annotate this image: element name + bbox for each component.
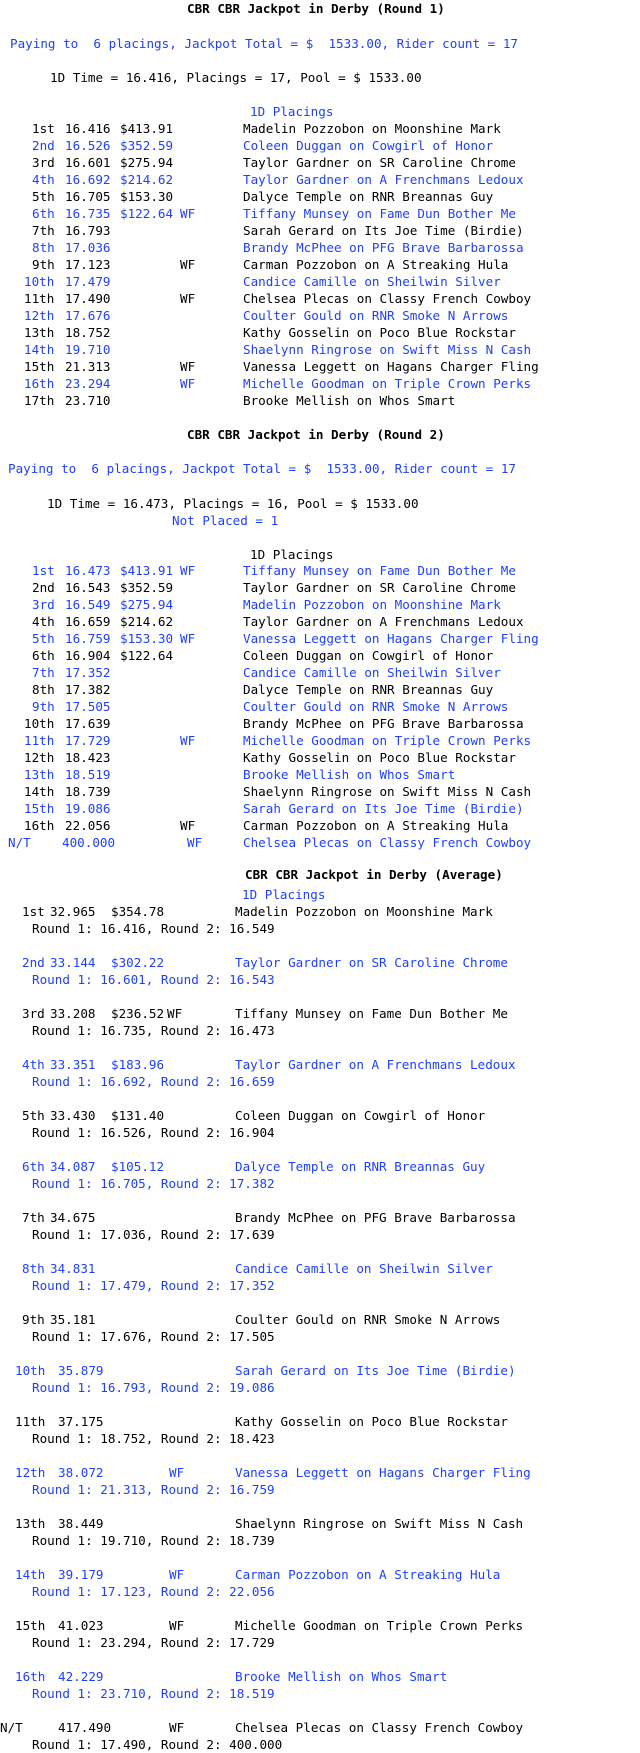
avg-wf-flag: WF — [169, 1465, 185, 1480]
prize-amount: $122.64 — [120, 206, 174, 221]
placing-rank: N/T — [8, 835, 31, 850]
prize-amount: $352.59 — [120, 138, 174, 153]
placing-rank: 6th — [32, 206, 55, 221]
avg-total-time: 39.179 — [58, 1567, 104, 1582]
rider-horse: Coleen Duggan on Cowgirl of Honor — [243, 648, 494, 663]
wf-flag: WF — [187, 835, 203, 850]
rider-horse: Dalyce Temple on RNR Breannas Guy — [243, 189, 494, 204]
rider-horse: Kathy Gosselin on Poco Blue Rockstar — [243, 325, 516, 340]
avg-rider-horse: Chelsea Plecas on Classy French Cowboy — [235, 1720, 524, 1735]
avg-placing-rank: 5th — [22, 1108, 45, 1123]
avg-prize-amount: $131.40 — [111, 1108, 165, 1123]
avg-total-time: 38.449 — [58, 1516, 104, 1531]
placing-rank: 2nd — [32, 580, 55, 595]
placing-rank: 3rd — [32, 155, 55, 170]
prize-amount: $153.30 — [120, 631, 174, 646]
avg-rider-horse: Candice Camille on Sheilwin Silver — [235, 1261, 493, 1276]
run-time: 18.752 — [65, 325, 111, 340]
rider-horse: Taylor Gardner on SR Caroline Chrome — [243, 580, 516, 595]
rider-horse: Madelin Pozzobon on Moonshine Mark — [243, 597, 501, 612]
placing-rank: 4th — [32, 614, 55, 629]
round1-title: CBR CBR Jackpot in Derby (Round 1) — [187, 1, 445, 16]
wf-flag: WF — [180, 563, 196, 578]
rider-horse: Candice Camille on Sheilwin Silver — [243, 274, 501, 289]
avg-total-time: 37.175 — [58, 1414, 104, 1429]
wf-flag: WF — [180, 291, 196, 306]
placing-rank: 14th — [24, 342, 55, 357]
rider-horse: Taylor Gardner on SR Caroline Chrome — [243, 155, 516, 170]
rider-horse: Chelsea Plecas on Classy French Cowboy — [243, 291, 532, 306]
avg-rider-horse: Taylor Gardner on A Frenchmans Ledoux — [235, 1057, 516, 1072]
placing-rank: 12th — [24, 750, 55, 765]
rider-horse: Vanessa Leggett on Hagans Charger Fling — [243, 631, 539, 646]
run-time: 17.036 — [65, 240, 111, 255]
run-time: 17.123 — [65, 257, 111, 272]
avg-rider-horse: Coleen Duggan on Cowgirl of Honor — [235, 1108, 486, 1123]
placing-rank: 10th — [24, 274, 55, 289]
rider-horse: Vanessa Leggett on Hagans Charger Fling — [243, 359, 539, 374]
run-time: 17.729 — [65, 733, 111, 748]
avg-total-time: 32.965 — [50, 904, 96, 919]
run-time: 16.705 — [65, 189, 111, 204]
avg-round-times: Round 1: 19.710, Round 2: 18.739 — [32, 1533, 275, 1548]
avg-placing-rank: 6th — [22, 1159, 45, 1174]
avg-placing-rank: 13th — [15, 1516, 46, 1531]
run-time: 16.759 — [65, 631, 111, 646]
avg-rider-horse: Madelin Pozzobon on Moonshine Mark — [235, 904, 493, 919]
avg-round-times: Round 1: 17.036, Round 2: 17.639 — [32, 1227, 275, 1242]
prize-amount: $413.91 — [120, 121, 174, 136]
placing-rank: 17th — [24, 393, 55, 408]
avg-placing-rank: 11th — [15, 1414, 46, 1429]
avg-round-times: Round 1: 16.526, Round 2: 16.904 — [32, 1125, 275, 1140]
run-time: 17.490 — [65, 291, 111, 306]
avg-total-time: 35.879 — [58, 1363, 104, 1378]
avg-wf-flag: WF — [167, 1006, 183, 1021]
placing-rank: 3rd — [32, 597, 55, 612]
avg-rider-horse: Brooke Mellish on Whos Smart — [235, 1669, 448, 1684]
avg-wf-flag: WF — [169, 1618, 185, 1633]
run-time: 400.000 — [62, 835, 116, 850]
run-time: 22.056 — [65, 818, 111, 833]
rider-horse: Brandy McPhee on PFG Brave Barbarossa — [243, 240, 524, 255]
prize-amount: $214.62 — [120, 614, 174, 629]
rider-horse: Michelle Goodman on Triple Crown Perks — [243, 733, 532, 748]
avg-round-times: Round 1: 16.692, Round 2: 16.659 — [32, 1074, 275, 1089]
avg-placing-rank: 9th — [22, 1312, 45, 1327]
avg-placing-rank: 1st — [22, 904, 45, 919]
round2-info-line: 1D Time = 16.473, Placings = 16, Pool = $ 1533.00 — [47, 496, 419, 511]
avg-total-time: 33.144 — [50, 955, 96, 970]
run-time: 16.692 — [65, 172, 111, 187]
run-time: 16.543 — [65, 580, 111, 595]
wf-flag: WF — [180, 376, 196, 391]
avg-placing-rank: 7th — [22, 1210, 45, 1225]
run-time: 17.505 — [65, 699, 111, 714]
avg-placing-rank: 12th — [15, 1465, 46, 1480]
average-title: CBR CBR Jackpot in Derby (Average) — [245, 867, 503, 882]
avg-wf-flag: WF — [169, 1567, 185, 1582]
placing-rank: 7th — [32, 223, 55, 238]
prize-amount: $352.59 — [120, 580, 174, 595]
run-time: 16.549 — [65, 597, 111, 612]
avg-rider-horse: Vanessa Leggett on Hagans Charger Fling — [235, 1465, 531, 1480]
rider-horse: Candice Camille on Sheilwin Silver — [243, 665, 501, 680]
run-time: 17.479 — [65, 274, 111, 289]
run-time: 19.710 — [65, 342, 111, 357]
placing-rank: 14th — [24, 784, 55, 799]
run-time: 17.382 — [65, 682, 111, 697]
run-time: 17.639 — [65, 716, 111, 731]
placing-rank: 11th — [24, 733, 55, 748]
placing-rank: 8th — [32, 240, 55, 255]
wf-flag: WF — [180, 818, 196, 833]
avg-total-time: 34.831 — [50, 1261, 96, 1276]
run-time: 17.676 — [65, 308, 111, 323]
avg-round-times: Round 1: 23.710, Round 2: 18.519 — [32, 1686, 275, 1701]
avg-prize-amount: $354.78 — [111, 904, 165, 919]
run-time: 23.710 — [65, 393, 111, 408]
run-time: 16.526 — [65, 138, 111, 153]
avg-round-times: Round 1: 16.416, Round 2: 16.549 — [32, 921, 275, 936]
avg-placing-rank: 8th — [22, 1261, 45, 1276]
wf-flag: WF — [180, 206, 196, 221]
placing-rank: 13th — [24, 325, 55, 340]
round1-placings-header: 1D Placings — [250, 104, 334, 119]
avg-placing-rank: 16th — [15, 1669, 46, 1684]
rider-horse: Sarah Gerard on Its Joe Time (Birdie) — [243, 223, 524, 238]
run-time: 23.294 — [65, 376, 111, 391]
avg-round-times: Round 1: 17.123, Round 2: 22.056 — [32, 1584, 275, 1599]
round1-info-line: 1D Time = 16.416, Placings = 17, Pool = $ 1533.00 — [50, 70, 422, 85]
prize-amount: $275.94 — [120, 597, 174, 612]
avg-round-times: Round 1: 17.676, Round 2: 17.505 — [32, 1329, 275, 1344]
avg-round-times: Round 1: 21.313, Round 2: 16.759 — [32, 1482, 275, 1497]
placing-rank: 8th — [32, 682, 55, 697]
avg-rider-horse: Brandy McPhee on PFG Brave Barbarossa — [235, 1210, 516, 1225]
round2-not-placed: Not Placed = 1 — [172, 513, 279, 528]
prize-amount: $413.91 — [120, 563, 174, 578]
run-time: 18.519 — [65, 767, 111, 782]
avg-rider-horse: Coulter Gould on RNR Smoke N Arrows — [235, 1312, 501, 1327]
run-time: 18.423 — [65, 750, 111, 765]
placing-rank: 16th — [24, 376, 55, 391]
avg-placing-rank: 14th — [15, 1567, 46, 1582]
rider-horse: Chelsea Plecas on Classy French Cowboy — [243, 835, 532, 850]
run-time: 16.904 — [65, 648, 111, 663]
placing-rank: 16th — [24, 818, 55, 833]
run-time: 16.793 — [65, 223, 111, 238]
avg-round-times: Round 1: 16.793, Round 2: 19.086 — [32, 1380, 275, 1395]
avg-round-times: Round 1: 18.752, Round 2: 18.423 — [32, 1431, 275, 1446]
placing-rank: 9th — [32, 257, 55, 272]
run-time: 16.473 — [65, 563, 111, 578]
placing-rank: 15th — [24, 801, 55, 816]
rider-horse: Tiffany Munsey on Fame Dun Bother Me — [243, 563, 516, 578]
run-time: 21.313 — [65, 359, 111, 374]
placing-rank: 7th — [32, 665, 55, 680]
avg-total-time: 33.351 — [50, 1057, 96, 1072]
placing-rank: 5th — [32, 631, 55, 646]
avg-rider-horse: Carman Pozzobon on A Streaking Hula — [235, 1567, 501, 1582]
avg-rider-horse: Tiffany Munsey on Fame Dun Bother Me — [235, 1006, 508, 1021]
round2-title: CBR CBR Jackpot in Derby (Round 2) — [187, 427, 445, 442]
rider-horse: Kathy Gosselin on Poco Blue Rockstar — [243, 750, 516, 765]
rider-horse: Dalyce Temple on RNR Breannas Guy — [243, 682, 494, 697]
avg-prize-amount: $105.12 — [111, 1159, 165, 1174]
rider-horse: Sarah Gerard on Its Joe Time (Birdie) — [243, 801, 524, 816]
rider-horse: Brandy McPhee on PFG Brave Barbarossa — [243, 716, 524, 731]
avg-placing-rank: N/T — [0, 1720, 23, 1735]
avg-placing-rank: 4th — [22, 1057, 45, 1072]
avg-placing-rank: 10th — [15, 1363, 46, 1378]
placing-rank: 11th — [24, 291, 55, 306]
avg-rider-horse: Shaelynn Ringrose on Swift Miss N Cash — [235, 1516, 524, 1531]
avg-rider-horse: Sarah Gerard on Its Joe Time (Birdie) — [235, 1363, 516, 1378]
avg-total-time: 417.490 — [58, 1720, 112, 1735]
placing-rank: 1st — [32, 563, 55, 578]
placing-rank: 12th — [24, 308, 55, 323]
rider-horse: Taylor Gardner on A Frenchmans Ledoux — [243, 614, 524, 629]
avg-total-time: 34.087 — [50, 1159, 96, 1174]
run-time: 16.416 — [65, 121, 111, 136]
rider-horse: Coleen Duggan on Cowgirl of Honor — [243, 138, 494, 153]
rider-horse: Carman Pozzobon on A Streaking Hula — [243, 257, 509, 272]
avg-total-time: 38.072 — [58, 1465, 104, 1480]
avg-prize-amount: $236.52 — [111, 1006, 165, 1021]
rider-horse: Taylor Gardner on A Frenchmans Ledoux — [243, 172, 524, 187]
avg-rider-horse: Michelle Goodman on Triple Crown Perks — [235, 1618, 524, 1633]
rider-horse: Tiffany Munsey on Fame Dun Bother Me — [243, 206, 516, 221]
avg-prize-amount: $183.96 — [111, 1057, 165, 1072]
placing-rank: 4th — [32, 172, 55, 187]
wf-flag: WF — [180, 733, 196, 748]
placing-rank: 5th — [32, 189, 55, 204]
rider-horse: Brooke Mellish on Whos Smart — [243, 767, 456, 782]
avg-rider-horse: Kathy Gosselin on Poco Blue Rockstar — [235, 1414, 508, 1429]
placing-rank: 6th — [32, 648, 55, 663]
rider-horse: Carman Pozzobon on A Streaking Hula — [243, 818, 509, 833]
avg-total-time: 33.208 — [50, 1006, 96, 1021]
rider-horse: Shaelynn Ringrose on Swift Miss N Cash — [243, 342, 532, 357]
prize-amount: $214.62 — [120, 172, 174, 187]
avg-rider-horse: Taylor Gardner on SR Caroline Chrome — [235, 955, 508, 970]
wf-flag: WF — [180, 257, 196, 272]
average-placings-header: 1D Placings — [242, 887, 326, 902]
placing-rank: 13th — [24, 767, 55, 782]
avg-placing-rank: 2nd — [22, 955, 45, 970]
rider-horse: Madelin Pozzobon on Moonshine Mark — [243, 121, 501, 136]
avg-total-time: 35.181 — [50, 1312, 96, 1327]
prize-amount: $275.94 — [120, 155, 174, 170]
prize-amount: $153.30 — [120, 189, 174, 204]
avg-placing-rank: 3rd — [22, 1006, 45, 1021]
run-time: 19.086 — [65, 801, 111, 816]
run-time: 16.659 — [65, 614, 111, 629]
prize-amount: $122.64 — [120, 648, 174, 663]
avg-prize-amount: $302.22 — [111, 955, 165, 970]
avg-round-times: Round 1: 23.294, Round 2: 17.729 — [32, 1635, 275, 1650]
placing-rank: 9th — [32, 699, 55, 714]
avg-total-time: 42.229 — [58, 1669, 104, 1684]
placing-rank: 15th — [24, 359, 55, 374]
rider-horse: Brooke Mellish on Whos Smart — [243, 393, 456, 408]
avg-total-time: 34.675 — [50, 1210, 96, 1225]
avg-round-times: Round 1: 16.705, Round 2: 17.382 — [32, 1176, 275, 1191]
avg-round-times: Round 1: 16.601, Round 2: 16.543 — [32, 972, 275, 987]
round2-placings-header: 1D Placings — [250, 547, 334, 562]
placing-rank: 10th — [24, 716, 55, 731]
run-time: 16.601 — [65, 155, 111, 170]
placing-rank: 2nd — [32, 138, 55, 153]
avg-total-time: 33.430 — [50, 1108, 96, 1123]
run-time: 17.352 — [65, 665, 111, 680]
avg-rider-horse: Dalyce Temple on RNR Breannas Guy — [235, 1159, 486, 1174]
avg-placing-rank: 15th — [15, 1618, 46, 1633]
rider-horse: Michelle Goodman on Triple Crown Perks — [243, 376, 532, 391]
placing-rank: 1st — [32, 121, 55, 136]
avg-round-times: Round 1: 16.735, Round 2: 16.473 — [32, 1023, 275, 1038]
run-time: 16.735 — [65, 206, 111, 221]
avg-round-times: Round 1: 17.490, Round 2: 400.000 — [32, 1737, 283, 1752]
rider-horse: Shaelynn Ringrose on Swift Miss N Cash — [243, 784, 532, 799]
round2-paying-line: Paying to 6 placings, Jackpot Total = $ 1533.00, Rider count = 17 — [8, 461, 516, 476]
wf-flag: WF — [180, 359, 196, 374]
avg-wf-flag: WF — [169, 1720, 185, 1735]
rider-horse: Coulter Gould on RNR Smoke N Arrows — [243, 699, 509, 714]
avg-round-times: Round 1: 17.479, Round 2: 17.352 — [32, 1278, 275, 1293]
run-time: 18.739 — [65, 784, 111, 799]
wf-flag: WF — [180, 631, 196, 646]
round1-paying-line: Paying to 6 placings, Jackpot Total = $ 1533.00, Rider count = 17 — [10, 36, 518, 51]
rider-horse: Coulter Gould on RNR Smoke N Arrows — [243, 308, 509, 323]
avg-total-time: 41.023 — [58, 1618, 104, 1633]
